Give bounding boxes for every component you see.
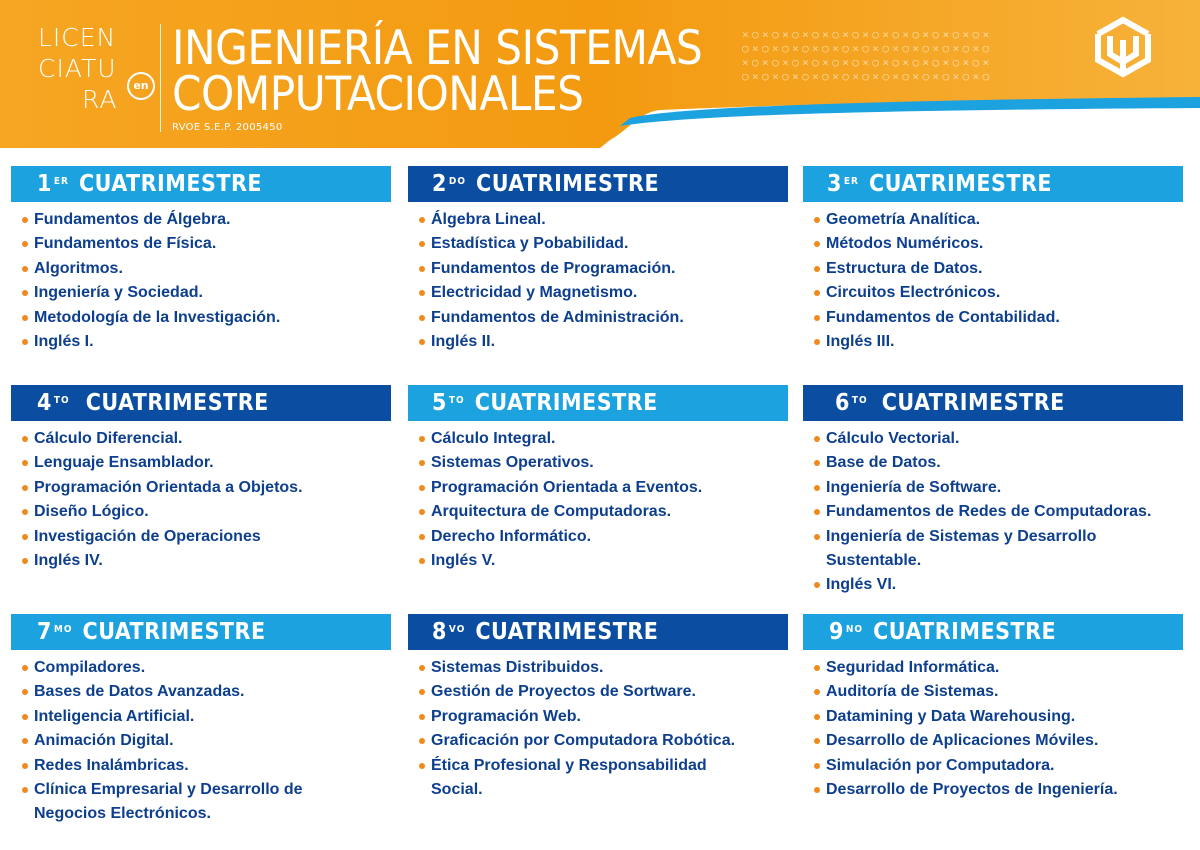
course-name: Animación Digital. [34, 732, 174, 750]
course-name: Sistemas Operativos. [431, 454, 594, 472]
bullet-icon [22, 460, 28, 466]
page-title [172, 21, 703, 122]
course-item [11, 306, 391, 330]
header-banner [0, 0, 1200, 148]
bullet-icon [814, 534, 820, 540]
bullet-icon [419, 485, 425, 491]
bullet-icon [419, 558, 425, 564]
semester-label: CUATRIMESTRE [476, 171, 660, 197]
course-name: Inglés V. [431, 552, 496, 570]
course-name: Inglés II. [431, 333, 496, 351]
semester-header [11, 166, 391, 202]
course-name: Gestión de Proyectos de Sortware. [431, 683, 696, 701]
course-name: Programación Orientada a Eventos. [431, 478, 703, 496]
course-list [408, 208, 788, 354]
bullet-icon [814, 509, 820, 515]
semester-header [803, 385, 1183, 421]
semester-header [408, 385, 788, 421]
course-item [408, 257, 788, 281]
semester-header [11, 385, 391, 421]
course-item [11, 705, 391, 729]
course-item [803, 778, 1183, 802]
bullet-icon [22, 339, 28, 345]
course-item [803, 705, 1183, 729]
course-item [408, 549, 788, 573]
semester-suffix: TO [448, 394, 465, 406]
course-name: Investigación de Operaciones [34, 527, 261, 545]
bullet-icon [419, 290, 425, 296]
course-name: Cálculo Diferencial. [34, 430, 183, 447]
bullet-icon [22, 315, 28, 321]
semester-header [408, 166, 788, 202]
course-item [408, 451, 788, 475]
semester-suffix: ER [843, 175, 859, 187]
licenciatura-label [38, 22, 117, 115]
course-list [408, 427, 788, 573]
bullet-icon [419, 339, 425, 345]
semester-label: CUATRIMESTRE [475, 619, 659, 645]
pattern-row: ×○×○×○×○×○×○×○×○×○×○×○×○× [742, 56, 993, 69]
course-name: Inglés VI. [826, 576, 897, 594]
bullet-icon [22, 665, 28, 671]
semester-suffix: ER [53, 175, 69, 187]
licenciatura-line-1: LICEN [38, 23, 117, 52]
bullet-icon [22, 436, 28, 442]
semester-suffix: VO [448, 623, 466, 635]
bullet-icon [22, 714, 28, 720]
course-item [803, 754, 1183, 778]
semester-number: 7 [37, 619, 52, 645]
course-name: Inglés I. [34, 333, 94, 351]
en-badge: en [127, 72, 155, 100]
bullet-icon [814, 582, 820, 588]
course-item [11, 330, 391, 354]
course-item [11, 476, 391, 500]
course-name: Graficación por Computadora Robótica. [431, 732, 736, 750]
course-name: Lenguaje Ensamblador. [34, 454, 214, 472]
course-item [11, 729, 391, 753]
course-item [803, 573, 1183, 597]
bullet-icon [419, 460, 425, 466]
semester-label: CUATRIMESTRE [868, 171, 1053, 197]
bullet-icon [814, 217, 820, 223]
course-list [803, 427, 1183, 598]
semester-suffix: NO [845, 623, 864, 635]
bullet-icon [22, 763, 28, 769]
course-name: Electricidad y Magnetismo. [431, 284, 638, 302]
course-name: Diseño Lógico. [34, 503, 149, 521]
course-item [11, 257, 391, 281]
semester-label: CUATRIMESTRE [881, 390, 1065, 416]
course-item [11, 754, 391, 778]
course-item [408, 281, 788, 305]
semester-3 [803, 166, 1183, 354]
course-name: Clínica Empresarial y Desarrollo de Negocios Electrónicos. [34, 781, 303, 823]
course-name: Ética Profesional y Responsabilidad Social. [431, 756, 707, 799]
bullet-icon [419, 763, 425, 769]
course-item [408, 656, 788, 680]
licenciatura-line-3: RA [82, 85, 118, 114]
bullet-icon [22, 689, 28, 695]
course-item [408, 476, 788, 500]
semester-number: 6 [835, 390, 850, 416]
course-item [408, 729, 788, 753]
course-name: Ingeniería de Software. [826, 478, 1002, 496]
bullet-icon [419, 315, 425, 321]
course-name: Cálculo Vectorial. [826, 430, 960, 447]
course-name: Fundamentos de Administración. [431, 308, 684, 326]
bullet-icon [22, 738, 28, 744]
title-line-1: INGENIERÍA EN SISTEMAS [172, 21, 703, 76]
course-name: Programación Web. [431, 707, 581, 725]
bullet-icon [419, 241, 425, 247]
bullet-icon [814, 738, 820, 744]
pattern-row: ×○×○×○×○×○×○×○×○×○×○×○×○× [742, 28, 993, 41]
course-item [11, 680, 391, 704]
course-name: Cálculo Integral. [431, 430, 556, 447]
semester-label: CUATRIMESTRE [85, 390, 269, 416]
semester-header [408, 614, 788, 650]
semester-1 [11, 166, 391, 354]
course-name: Fundamentos de Física. [34, 235, 217, 253]
semester-suffix: MO [53, 623, 73, 635]
bullet-icon [814, 485, 820, 491]
course-name: Álgebra Lineal. [431, 211, 546, 228]
bullet-icon [419, 665, 425, 671]
course-list [11, 427, 391, 573]
university-logo-icon [1090, 14, 1156, 80]
course-item [803, 330, 1183, 354]
course-name: Métodos Numéricos. [826, 235, 984, 253]
course-item [11, 656, 391, 680]
course-name: Geometría Analítica. [826, 211, 981, 228]
bullet-icon [419, 436, 425, 442]
bullet-icon [814, 689, 820, 695]
course-item [803, 306, 1183, 330]
course-item [408, 427, 788, 451]
course-item [11, 232, 391, 256]
bullet-icon [814, 763, 820, 769]
bullet-icon [419, 534, 425, 540]
semester-number: 5 [432, 390, 447, 416]
semester-label: CUATRIMESTRE [474, 390, 658, 416]
course-list [803, 656, 1183, 802]
course-item [803, 427, 1183, 451]
semester-header [11, 614, 391, 650]
semester-number: 3 [827, 171, 842, 197]
course-name: Fundamentos de Contabilidad. [826, 308, 1060, 326]
course-list [11, 208, 391, 354]
course-name: Ingeniería de Sistemas y Desarrollo Sustentable. [826, 527, 1097, 570]
semester-6 [803, 385, 1183, 598]
bullet-icon [22, 534, 28, 540]
semester-7 [11, 614, 391, 827]
course-name: Datamining y Data Warehousing. [826, 707, 1076, 725]
semester-label: CUATRIMESTRE [873, 619, 1057, 645]
course-name: Fundamentos de Álgebra. [34, 211, 231, 228]
course-item [408, 208, 788, 232]
course-item [11, 451, 391, 475]
bullet-icon [814, 315, 820, 321]
course-name: Desarrollo de Aplicaciones Móviles. [826, 732, 1099, 750]
bullet-icon [814, 665, 820, 671]
course-item [803, 208, 1183, 232]
title-line-2: COMPUTACIONALES [172, 67, 584, 122]
course-name: Base de Datos. [826, 454, 941, 472]
semester-header [803, 614, 1183, 650]
semester-header [803, 166, 1183, 202]
course-item [408, 680, 788, 704]
course-name: Inglés III. [826, 333, 895, 351]
semester-9 [803, 614, 1183, 802]
course-name: Programación Orientada a Objetos. [34, 478, 303, 496]
course-item [803, 232, 1183, 256]
course-name: Algoritmos. [34, 259, 123, 277]
bullet-icon [22, 558, 28, 564]
bullet-icon [814, 290, 820, 296]
semester-suffix: DO [448, 175, 467, 187]
course-list [408, 656, 788, 802]
course-item [408, 232, 788, 256]
bullet-icon [419, 689, 425, 695]
bullet-icon [419, 509, 425, 515]
licenciatura-line-2: CIATU [38, 54, 117, 83]
course-name: Inteligencia Artificial. [34, 707, 195, 725]
course-item [11, 549, 391, 573]
semester-2 [408, 166, 788, 354]
course-item [408, 500, 788, 524]
bullet-icon [419, 217, 425, 223]
course-name: Redes Inalámbricas. [34, 756, 189, 774]
course-item [803, 729, 1183, 753]
course-name: Circuitos Electrónicos. [826, 284, 1001, 302]
course-item [803, 656, 1183, 680]
course-item [11, 208, 391, 232]
bullet-icon [22, 485, 28, 491]
semester-number: 8 [432, 619, 447, 645]
semester-4 [11, 385, 391, 573]
bullet-icon [814, 339, 820, 345]
course-item [11, 500, 391, 524]
course-name: Inglés IV. [34, 552, 103, 570]
bullet-icon [814, 241, 820, 247]
bullet-icon [22, 290, 28, 296]
course-list [11, 656, 391, 827]
semester-number: 4 [37, 390, 52, 416]
course-list [803, 208, 1183, 354]
course-name: Desarrollo de Proyectos de Ingeniería. [826, 781, 1118, 799]
course-item [11, 427, 391, 451]
course-item [11, 778, 334, 827]
course-name: Sistemas Distribuidos. [431, 659, 604, 676]
bullet-icon [419, 266, 425, 272]
course-name: Ingeniería y Sociedad. [34, 284, 203, 302]
course-name: Fundamentos de Programación. [431, 259, 676, 277]
bullet-icon [814, 266, 820, 272]
semester-5 [408, 385, 788, 573]
bullet-icon [419, 738, 425, 744]
semester-label: CUATRIMESTRE [78, 171, 263, 197]
course-item [803, 281, 1183, 305]
course-item [408, 306, 788, 330]
bullet-icon [814, 460, 820, 466]
course-name: Simulación por Computadora. [826, 756, 1055, 774]
bullet-icon [814, 787, 820, 793]
course-name: Estructura de Datos. [826, 259, 983, 277]
semester-suffix: TO [851, 394, 868, 406]
bullet-icon [22, 217, 28, 223]
semester-number: 2 [432, 171, 447, 197]
course-name: Estadística y Pobabilidad. [431, 235, 629, 253]
bullet-icon [22, 266, 28, 272]
course-item [11, 281, 391, 305]
course-item [803, 257, 1183, 281]
bullet-icon [814, 714, 820, 720]
bullet-icon [814, 436, 820, 442]
course-name: Metodología de la Investigación. [34, 308, 281, 326]
header-divider [160, 24, 161, 132]
semester-number: 9 [829, 619, 844, 645]
course-item [803, 500, 1183, 524]
bullet-icon [22, 241, 28, 247]
semester-suffix: TO [53, 394, 70, 406]
bullet-icon [22, 509, 28, 515]
semester-8 [408, 614, 788, 802]
pattern-row: ○×○×○×○×○×○×○×○×○×○×○×○×○ [742, 70, 993, 83]
course-item [803, 680, 1183, 704]
course-item [11, 525, 391, 549]
course-name: Seguridad Informática. [826, 659, 1000, 676]
decorative-pattern [742, 28, 993, 84]
course-name: Bases de Datos Avanzadas. [34, 683, 245, 701]
bullet-icon [22, 787, 28, 793]
course-name: Compiladores. [34, 659, 146, 676]
course-item [803, 451, 1183, 475]
bullet-icon [419, 714, 425, 720]
course-item [408, 754, 761, 803]
course-name: Arquitectura de Computadoras. [431, 503, 672, 521]
course-name: Derecho Informático. [431, 527, 592, 545]
rvoe-text: RVOE S.E.P. 2005450 [172, 122, 283, 133]
course-item [803, 525, 1183, 574]
course-item [408, 330, 788, 354]
course-item [803, 476, 1183, 500]
course-name: Fundamentos de Redes de Computadoras. [826, 503, 1152, 521]
course-item [408, 705, 788, 729]
course-name: Auditoría de Sistemas. [826, 683, 999, 701]
semester-label: CUATRIMESTRE [82, 619, 266, 645]
pattern-row: ○×○×○×○×○×○×○×○×○×○×○×○×○ [742, 42, 993, 55]
course-item [408, 525, 788, 549]
semester-number: 1 [37, 171, 52, 197]
